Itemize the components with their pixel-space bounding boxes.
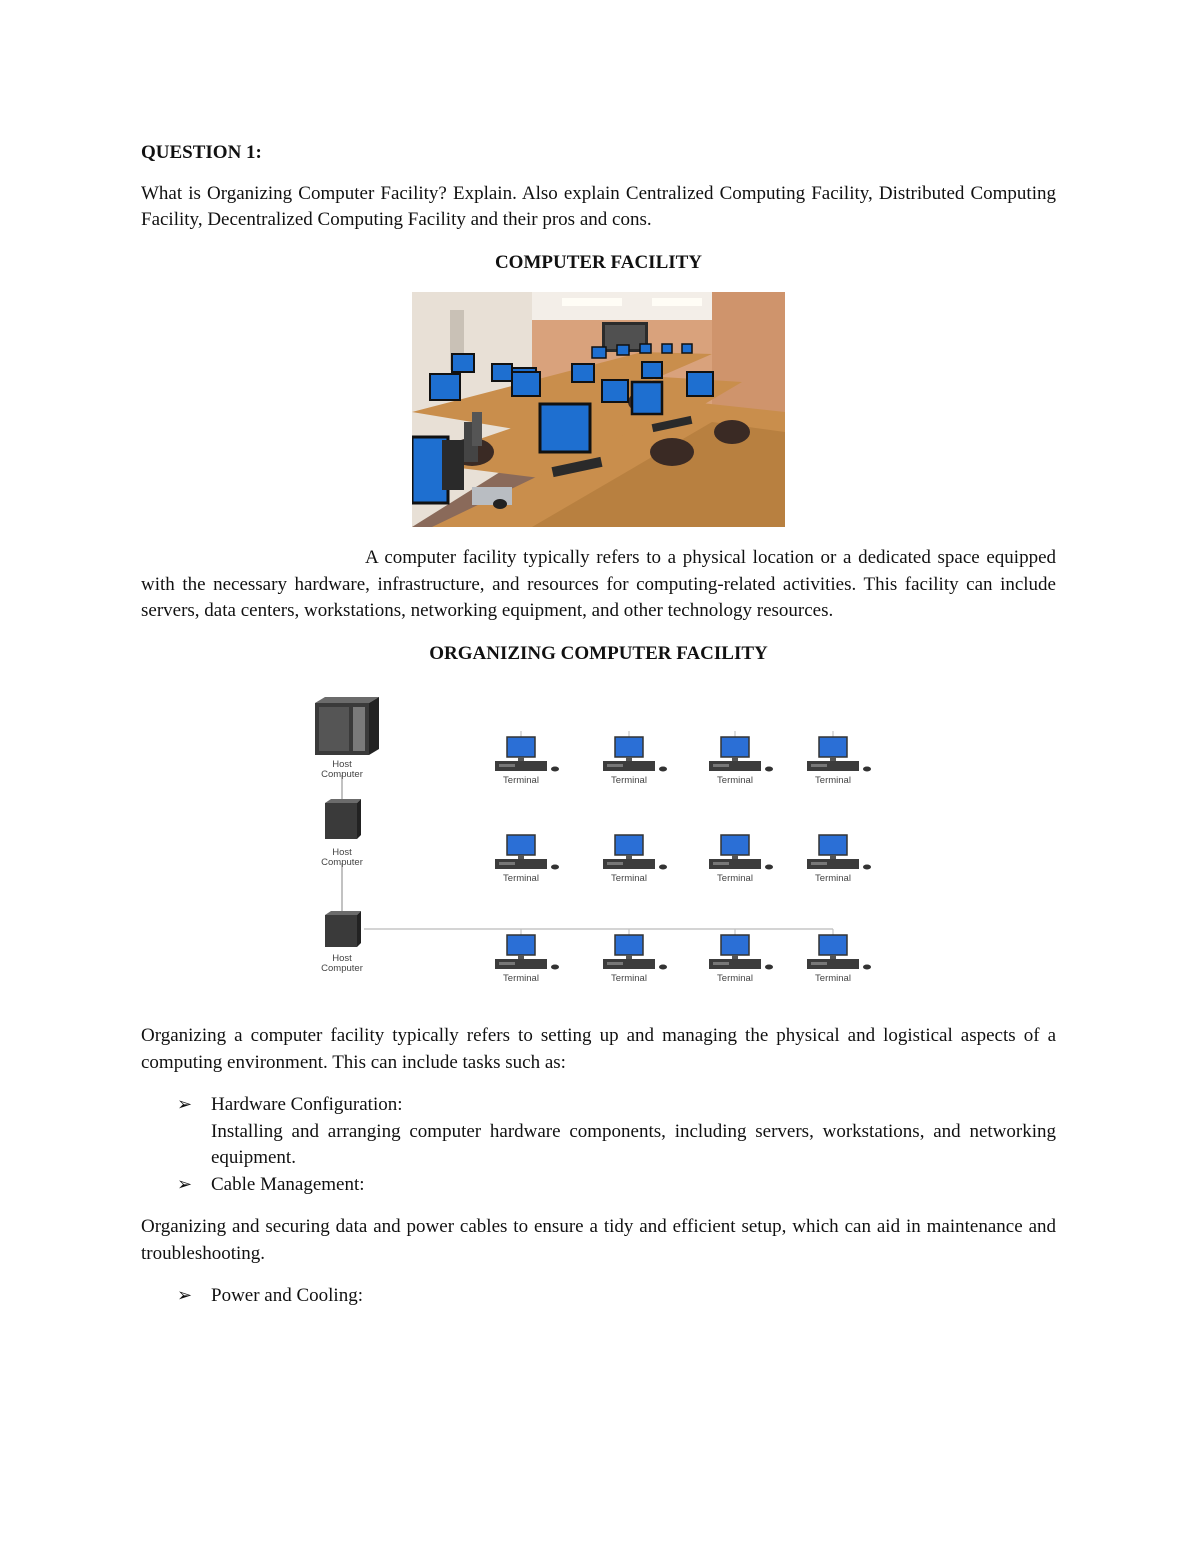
arrow-bullet-icon: ➢ <box>177 1173 193 1195</box>
list-item <box>177 1092 1056 1172</box>
organizing-intro-paragraph: Organizing a computer facility typically refers to setting up and managing the physical and logistical aspects of a computing environment. This can include tasks such as: <box>141 1025 1056 1073</box>
host-label: Host <box>331 847 352 858</box>
host-server-icon <box>315 697 379 755</box>
terminal-computer-icon <box>495 935 559 970</box>
section-heading-organizing: ORGANIZING COMPUTER FACILITY <box>429 642 768 664</box>
list-item-title: Power and Cooling: <box>211 1285 363 1306</box>
terminal-label: Terminal <box>716 873 753 884</box>
arrow-bullet-icon: ➢ <box>177 1094 193 1115</box>
list-item-title: Cable Management: <box>211 1173 365 1195</box>
terminal-label: Terminal <box>502 973 539 984</box>
terminal-label: Terminal <box>814 873 851 884</box>
terminal-label: Terminal <box>610 973 647 984</box>
terminal-computer-icon <box>807 835 871 870</box>
list-item <box>177 1172 1056 1199</box>
terminal-computer-icon <box>807 935 871 970</box>
host-server-icon <box>325 911 361 947</box>
terminal-label: Terminal <box>502 775 539 786</box>
host-server-icon <box>325 799 361 839</box>
terminal-computer-icon <box>603 835 667 870</box>
terminal-label: Terminal <box>814 775 851 786</box>
terminal-computer-icon <box>709 835 773 870</box>
terminal-computer-icon <box>709 935 773 970</box>
host-label: Computer <box>320 963 363 974</box>
terminal-label: Terminal <box>716 973 753 984</box>
list-item-detail: Installing and arranging computer hardware components, including servers, workstations, and networking equipment. <box>211 1120 1056 1168</box>
task-list <box>141 1092 1056 1198</box>
terminal-computer-icon <box>603 935 667 970</box>
list-item-title: Hardware Configuration: <box>211 1094 403 1115</box>
terminal-label: Terminal <box>814 973 851 984</box>
question-text: What is Organizing Computer Facility? Explain. Also explain Centralized Computing Facility, Distributed Computing Facility, Decentralized Computing Facility and their pros and cons. <box>141 182 1056 230</box>
terminal-label: Terminal <box>716 775 753 786</box>
terminal-computer-icon <box>495 835 559 870</box>
section-heading-computer-facility: COMPUTER FACILITY <box>494 251 703 273</box>
document-content <box>141 140 1056 1310</box>
host-label: Computer <box>320 857 363 868</box>
terminal-computer-icon <box>603 737 667 772</box>
host-label: Host <box>331 759 352 770</box>
terminal-label: Terminal <box>610 873 647 884</box>
terminal-computer-icon <box>807 737 871 772</box>
host-terminal-diagram <box>309 695 889 995</box>
question-title: QUESTION 1: <box>141 142 262 163</box>
host-label: Computer <box>320 769 363 780</box>
list-item <box>177 1283 1056 1310</box>
computer-facility-paragraph: A computer facility typically refers to a physical location or a dedicated space equipped with the necessary hardware, infrastructure, and resources for computing-related activities. This facility can include servers, data centers, workstations, networking equipment, and other technology resources. <box>141 547 1056 621</box>
cable-management-paragraph: Organizing and securing data and power cables to ensure a tidy and efficient setup, which can aid in maintenance and troubleshooting. <box>141 1216 1056 1264</box>
terminal-computer-icon <box>495 737 559 772</box>
terminal-computer-icon <box>709 737 773 772</box>
arrow-bullet-icon: ➢ <box>177 1285 193 1306</box>
terminal-label: Terminal <box>502 873 539 884</box>
terminal-label: Terminal <box>610 775 647 786</box>
task-list <box>141 1283 1056 1310</box>
computer-lab-photo <box>412 292 785 527</box>
host-label: Host <box>331 953 352 964</box>
